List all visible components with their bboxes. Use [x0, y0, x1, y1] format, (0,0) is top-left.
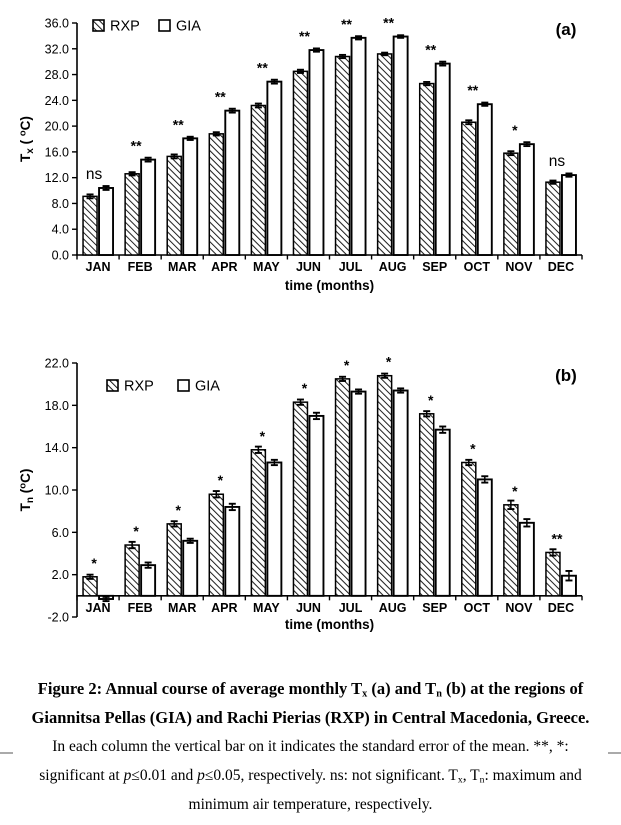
bar-rxp-apr — [209, 494, 223, 596]
significance-label: ** — [383, 14, 395, 31]
bar-rxp-mar — [167, 156, 181, 255]
caption-text: n — [436, 688, 442, 700]
significance-label: ** — [214, 88, 226, 105]
figure-caption — [0, 674, 621, 819]
month-label: DEC — [547, 260, 575, 274]
significance-label: * — [385, 353, 392, 370]
significance-label: ** — [256, 59, 268, 76]
bar-rxp-oct — [462, 122, 476, 255]
caption-line — [0, 674, 621, 703]
panel-label: (b) — [555, 366, 577, 385]
month-label: MAY — [253, 600, 280, 615]
month-label: OCT — [463, 260, 490, 274]
significance-label: * — [343, 356, 350, 373]
bar-rxp-may — [251, 450, 265, 596]
significance-label: * — [512, 122, 518, 139]
significance-label: ** — [425, 41, 437, 58]
bar-rxp-nov — [504, 153, 518, 255]
bar-rxp-aug — [378, 376, 392, 596]
bar-rxp-feb — [125, 174, 139, 255]
caption-text: : maximum and — [484, 767, 582, 784]
caption-text: ≤0.05, respectively. ns: not significant. T — [204, 767, 458, 784]
bar-gia-dec — [562, 175, 576, 255]
bar-gia-oct — [478, 479, 492, 595]
legend-label-gia: GIA — [176, 18, 201, 35]
y-tick-label: 2.0 — [51, 568, 69, 583]
significance-label: ** — [130, 137, 142, 154]
y-tick-label: 28.0 — [44, 68, 69, 83]
caption-text: ≤0.01 and — [131, 767, 198, 784]
bar-gia-jun — [309, 416, 323, 596]
bar-gia-sep — [436, 430, 450, 596]
bar-rxp-sep — [420, 414, 434, 596]
month-label: SEP — [422, 260, 448, 274]
caption-text: (a) and T — [367, 679, 437, 698]
caption-line — [0, 790, 621, 819]
bar-gia-jan — [99, 188, 113, 255]
significance-label: ** — [299, 28, 310, 45]
legend-label-gia: GIA — [195, 378, 220, 395]
bar-gia-feb — [141, 160, 155, 255]
y-tick-label: 6.0 — [51, 525, 69, 540]
bar-gia-mar — [183, 138, 197, 255]
bar-gia-jul — [352, 392, 366, 596]
margin-mark-left — [0, 752, 13, 754]
caption-line — [0, 732, 621, 761]
bar-gia-aug — [394, 37, 408, 255]
month-label: AUG — [378, 260, 407, 274]
caption-line — [0, 703, 621, 732]
caption-text: (b) at the regions of — [441, 679, 584, 698]
bar-gia-jun — [309, 50, 323, 255]
y-tick-label: 0.0 — [51, 248, 69, 263]
month-label: NOV — [505, 600, 533, 615]
bar-gia-aug — [394, 391, 408, 596]
margin-mark-right — [608, 752, 621, 754]
caption-text: x — [362, 688, 368, 700]
bar-rxp-aug — [378, 54, 392, 255]
bar-gia-may — [267, 82, 281, 255]
x-axis-title: time (months) — [284, 616, 375, 632]
bar-gia-mar — [183, 541, 197, 596]
month-label: MAY — [253, 260, 280, 274]
caption-text: minimum air temperature, respectively. — [188, 796, 433, 813]
month-label: MAR — [167, 260, 197, 274]
month-label: FEB — [127, 600, 153, 615]
bar-rxp-dec — [546, 552, 560, 595]
y-tick-label: 24.0 — [44, 93, 69, 108]
y-tick-label: 14.0 — [44, 441, 69, 456]
x-axis-title: time (months) — [284, 278, 375, 293]
bar-rxp-sep — [420, 84, 434, 255]
bar-gia-may — [267, 462, 281, 595]
bar-rxp-nov — [504, 505, 518, 596]
bar-rxp-mar — [167, 524, 181, 596]
significance-label: * — [91, 554, 97, 571]
y-tick-label: 32.0 — [44, 42, 69, 57]
panel-label: (a) — [555, 20, 577, 39]
month-label: AUG — [378, 600, 407, 615]
month-label: NOV — [505, 260, 533, 274]
month-label: JUN — [295, 600, 321, 615]
bar-rxp-jun — [293, 71, 307, 255]
bar-rxp-jan — [83, 196, 97, 255]
significance-label: ** — [341, 15, 352, 32]
bar-rxp-apr — [209, 134, 223, 255]
month-label: MAR — [167, 600, 197, 615]
bar-gia-nov — [520, 144, 534, 255]
y-axis-title: $T_x$ ( $^o$C) — [17, 116, 36, 162]
significance-label: * — [470, 440, 476, 457]
month-label: FEB — [127, 260, 153, 274]
caption-text: significant at — [39, 767, 124, 784]
month-label: APR — [211, 600, 238, 615]
bar-gia-nov — [520, 523, 534, 596]
caption-text: , T — [462, 767, 480, 784]
month-label: OCT — [463, 600, 490, 615]
month-label: JUN — [295, 260, 321, 274]
significance-label: * — [175, 501, 181, 518]
bar-rxp-jul — [336, 57, 350, 255]
chart-panel-b — [0, 330, 621, 670]
bar-gia-oct — [478, 104, 492, 255]
caption-text: Giannitsa Pellas (GIA) and Rachi Pierias (RXP) in Central Macedonia, Greece. — [31, 708, 590, 727]
y-tick-label: 10.0 — [44, 483, 69, 498]
caption-text: p — [123, 767, 132, 784]
bar-gia-feb — [141, 565, 155, 596]
significance-label: * — [133, 523, 139, 540]
significance-label: ** — [172, 116, 184, 133]
caption-text: p — [197, 767, 205, 784]
month-label: JAN — [85, 600, 111, 615]
y-tick-label: 16.0 — [44, 145, 69, 160]
bar-rxp-dec — [546, 182, 560, 255]
caption-text: x — [457, 774, 463, 786]
significance-label: * — [301, 380, 308, 397]
y-tick-label: 8.0 — [51, 196, 69, 211]
month-label: APR — [211, 260, 238, 274]
y-tick-label: -2.0 — [47, 610, 69, 625]
caption-line — [0, 761, 621, 790]
significance-label: ns — [548, 153, 566, 171]
bar-rxp-oct — [462, 462, 476, 595]
significance-label: * — [512, 482, 518, 499]
y-tick-label: 22.0 — [44, 356, 69, 371]
caption-text: In each column the vertical bar on it indicates the standard error of the mean. **, *: — [52, 738, 569, 755]
significance-label: ns — [85, 165, 103, 183]
legend-swatch-rxp — [107, 380, 118, 391]
caption-text: Figure 2: Annual course of average monthly T — [37, 679, 363, 698]
legend-swatch-gia — [178, 380, 189, 391]
significance-label: ** — [551, 530, 563, 547]
month-label: JUL — [338, 600, 363, 615]
bar-rxp-feb — [125, 545, 139, 596]
y-tick-label: 4.0 — [51, 222, 69, 237]
y-tick-label: 36.0 — [44, 16, 69, 31]
bar-rxp-jun — [293, 402, 307, 596]
bar-gia-jul — [352, 38, 366, 255]
legend-swatch-rxp — [93, 20, 104, 31]
significance-label: * — [259, 427, 266, 444]
significance-label: * — [427, 391, 434, 408]
caption-text: n — [479, 774, 485, 786]
bar-rxp-jul — [336, 379, 350, 596]
legend-label-rxp: RXP — [110, 18, 140, 35]
month-label: DEC — [547, 600, 575, 615]
legend-label-rxp: RXP — [124, 378, 154, 395]
legend-swatch-gia — [159, 20, 170, 31]
bar-rxp-may — [251, 105, 265, 255]
significance-label: ** — [467, 82, 479, 99]
month-label: SEP — [422, 600, 448, 615]
chart-panel-a — [0, 0, 621, 315]
y-tick-label: 12.0 — [44, 171, 69, 186]
month-label: JUL — [338, 260, 363, 274]
bar-gia-apr — [225, 111, 239, 255]
month-label: JAN — [85, 260, 111, 274]
y-tick-label: 18.0 — [44, 398, 69, 413]
bar-gia-apr — [225, 507, 239, 596]
y-tick-label: 20.0 — [44, 119, 69, 134]
bar-gia-sep — [436, 64, 450, 255]
y-axis-title: $T_n$ ($^o$C) — [17, 468, 36, 512]
significance-label: * — [217, 472, 224, 489]
